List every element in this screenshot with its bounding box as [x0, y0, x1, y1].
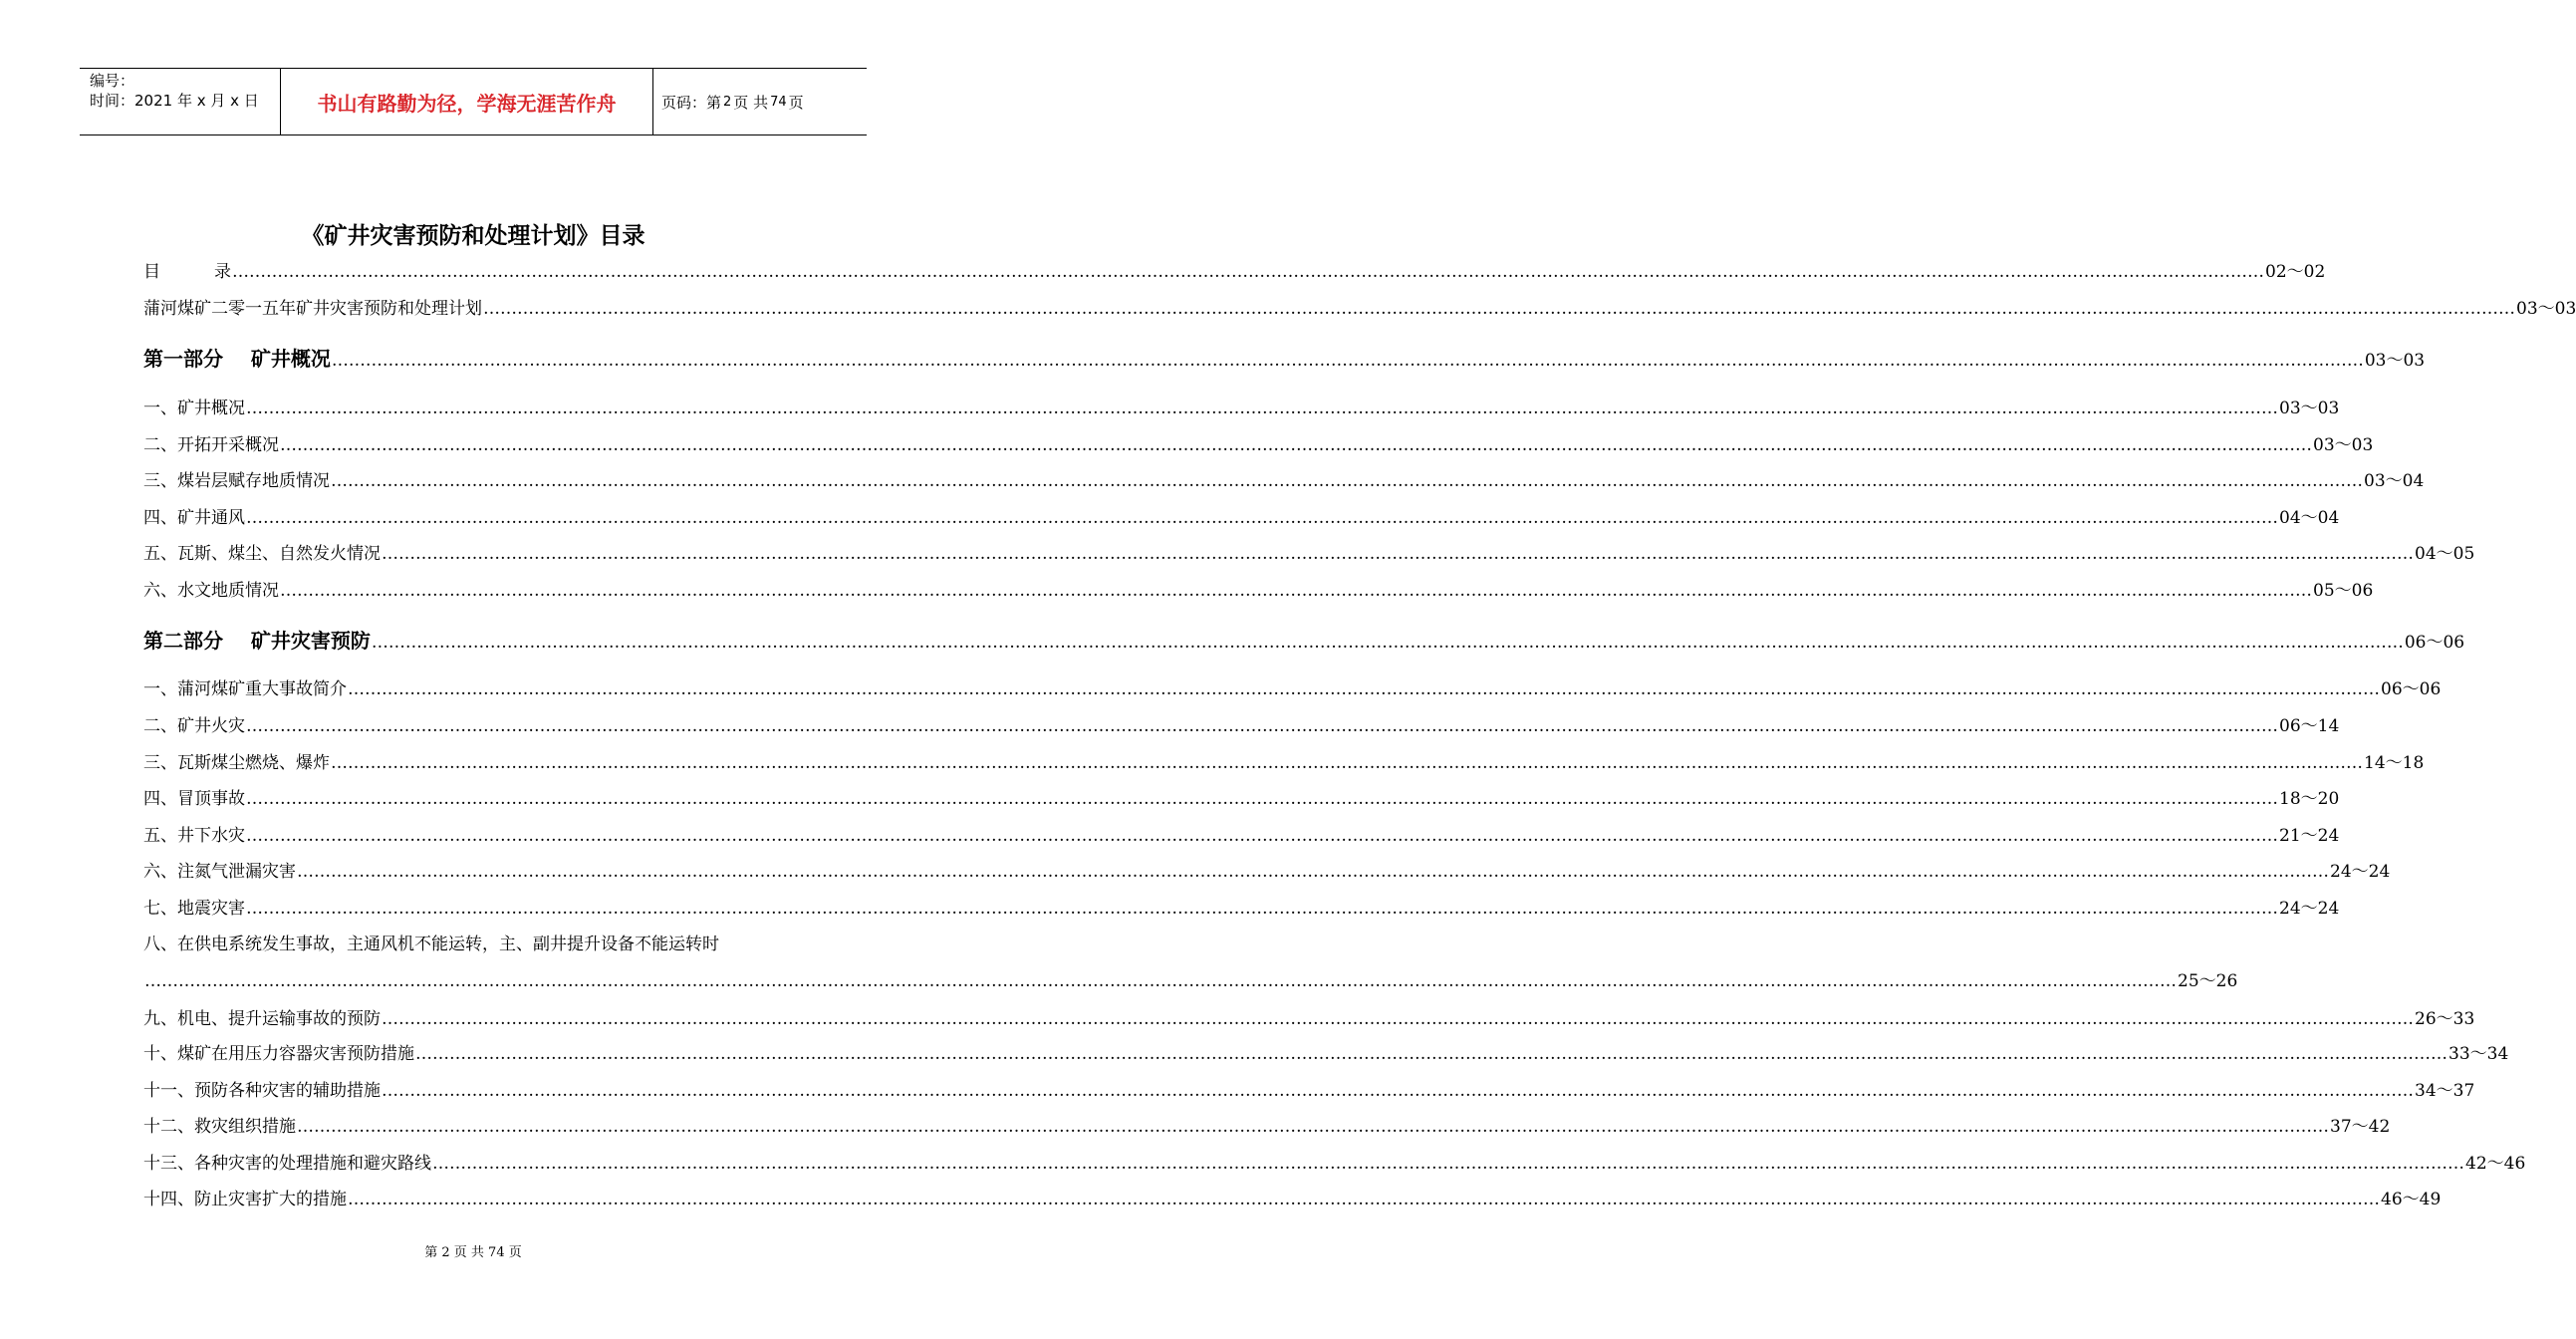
toc-entry-pages: 18～20 — [2279, 789, 2340, 809]
toc-entry-label: 第二部分 矿井灾害预防 — [143, 629, 371, 653]
page-footer: 第 2 页 共 74 页 — [424, 1245, 522, 1260]
toc-entry-label: 四、冒顶事故 — [143, 789, 245, 809]
toc-entry-label: 六、水文地质情况 — [143, 581, 279, 601]
toc-entry-pages: 34～37 — [2415, 1081, 2475, 1101]
header-page-info — [653, 69, 867, 134]
document-title: 《矿井灾害预防和处理计划》目录 — [301, 223, 645, 249]
toc-entry-pages: 33～34 — [2448, 1044, 2509, 1064]
toc-part-heading — [143, 625, 2465, 654]
page-prefix: 页码：第 — [661, 93, 722, 112]
toc-entry — [143, 821, 2340, 846]
toc-entry-pages: 03～03 — [2364, 351, 2426, 371]
toc-entry — [143, 294, 2576, 319]
toc-entry-label: 二、矿井火灾 — [143, 716, 245, 736]
toc-entry — [143, 1149, 2526, 1174]
toc-entry-label: 五、瓦斯、煤尘、自然发火情况 — [143, 544, 381, 564]
toc-leader-dots: ……………………………………………………………………………………………………………………………………………………………………………………………………………………………………………………………………………………………………………………………… — [246, 899, 2278, 919]
toc-leader-dots: ……………………………………………………………………………………………………………………………………………………………………………………………………………………………………………………………………………………………………………………………… — [432, 1154, 2464, 1174]
toc-entry-pages: 37～42 — [2330, 1117, 2391, 1137]
toc-entry — [143, 576, 2374, 601]
toc-entry-label: 四、矿井通风 — [143, 508, 245, 528]
toc-entry-pages: 06～14 — [2279, 716, 2340, 736]
toc-entry-label: 十三、各种灾害的处理措施和避灾路线 — [143, 1154, 431, 1174]
toc-entry-label: 九、机电、提升运输事故的预防 — [143, 1009, 381, 1029]
page-current: 2 — [723, 94, 732, 110]
toc-entry-pages: 06～06 — [2404, 633, 2465, 653]
toc-entry — [143, 257, 2326, 282]
toc-entry — [143, 503, 2340, 528]
toc-entry-label: 十、煤矿在用压力容器灾害预防措施 — [143, 1044, 414, 1064]
toc-entry-pages: 03～04 — [2364, 471, 2425, 491]
toc-entry-label: 一、矿井概况 — [143, 399, 245, 418]
toc-entry — [143, 930, 719, 954]
toc-entry — [143, 674, 2442, 699]
toc-part-heading — [143, 343, 2426, 372]
toc-entry-label: 第一部分 矿井概况 — [143, 347, 331, 371]
toc-leader-dots: ……………………………………………………………………………………………………………………………………………………………………………………………………………………………………………………………………………………………………………………………… — [331, 753, 2363, 773]
toc-entry-pages: 14～18 — [2364, 753, 2425, 773]
toc-entry-pages: 24～24 — [2279, 899, 2340, 919]
toc-entry-pages: 25～26 — [2178, 971, 2238, 991]
header-motto: 书山有路勤为径，学海无涯苦作舟 — [281, 69, 653, 134]
toc-entry — [143, 1039, 2509, 1064]
toc-entry — [143, 711, 2340, 736]
toc-entry — [143, 1076, 2475, 1101]
toc-entry-label: 八、在供电系统发生事故，主通风机不能运转，主、副井提升设备不能运转时 — [143, 935, 719, 954]
toc-leader-dots: ……………………………………………………………………………………………………………………………………………………………………………………………………………………………………………………………………………………………………………………………… — [382, 1081, 2414, 1101]
toc-entry — [143, 748, 2425, 773]
toc-leader-dots: ……………………………………………………………………………………………………………………………………………………………………………………………………………………………………………………………………………………………………………………………… — [382, 1009, 2414, 1029]
page-header — [80, 68, 867, 135]
toc-leader-dots: ……………………………………………………………………………………………………………………………………………………………………………………………………………………………………………………………………………………………………………………………… — [415, 1044, 2447, 1064]
toc-leader-dots: ……………………………………………………………………………………………………………………………………………………………………………………………………………………………………………………………………………………………………………………………… — [331, 351, 2364, 371]
toc-entry-label: 蒲河煤矿二零一五年矿井灾害预防和处理计划 — [143, 299, 482, 319]
toc-leader-dots: ……………………………………………………………………………………………………………………………………………………………………………………………………………………………………………………………………………………………………………………………… — [246, 716, 2278, 736]
toc-leader-dots: ……………………………………………………………………………………………………………………………………………………………………………………………………………………………………………………………………………………………………………………………… — [246, 826, 2278, 846]
toc-entry-label: 十二、救灾组织措施 — [143, 1117, 296, 1137]
toc-entry — [143, 894, 2340, 919]
toc-leader-dots: ……………………………………………………………………………………………………………………………………………………………………………………………………………………………………………………………………………………………………………………………… — [382, 544, 2414, 564]
toc-leader-dots: ……………………………………………………………………………………………………………………………………………………………………………………………………………………………………………………………………………………………………………………………… — [280, 435, 2312, 455]
toc-entry — [143, 430, 2374, 455]
toc-entry — [143, 857, 2391, 882]
toc-entry-pages: 24～24 — [2330, 862, 2391, 882]
toc-entry-pages: 03～03 — [2516, 299, 2576, 319]
toc-entry-label: 三、瓦斯煤尘燃烧、爆炸 — [143, 753, 330, 773]
toc-entry-pages: 46～49 — [2381, 1190, 2442, 1209]
toc-entry-label: 十一、预防各种灾害的辅助措施 — [143, 1081, 381, 1101]
toc-entry — [143, 966, 2238, 991]
toc-entry — [143, 784, 2340, 809]
page-mid: 页 共 — [733, 93, 769, 112]
toc-entry — [143, 466, 2425, 491]
toc-leader-dots: ……………………………………………………………………………………………………………………………………………………………………………………………………………………………………………………………………………………………………………………………… — [246, 399, 2278, 418]
toc-leader-dots: ……………………………………………………………………………………………………………………………………………………………………………………………………………………………………………………………………………………………………………………………… — [331, 471, 2363, 491]
toc-leader-dots: ……………………………………………………………………………………………………………………………………………………………………………………………………………………………………………………………………………………………………………………………… — [280, 581, 2312, 601]
toc-leader-dots: ……………………………………………………………………………………………………………………………………………………………………………………………………………………………………………………………………………………………………………………………… — [246, 508, 2278, 528]
page-suffix: 页 — [788, 93, 804, 112]
toc-leader-dots: ……………………………………………………………………………………………………………………………………………………………………………………………………………………………………………………………………………………………………………………………… — [297, 1117, 2329, 1137]
toc-entry — [143, 1004, 2475, 1029]
toc-entry-label: 三、煤岩层赋存地质情况 — [143, 471, 330, 491]
toc-leader-dots: ……………………………………………………………………………………………………………………………………………………………………………………………………………………………………………………………………………………………………………………………… — [348, 1190, 2380, 1209]
toc-entry-pages: 06～06 — [2381, 679, 2442, 699]
toc-leader-dots: ……………………………………………………………………………………………………………………………………………………………………………………………………………………………………………………………………………………………………………………………… — [483, 299, 2515, 319]
toc-entry-pages: 42～46 — [2465, 1154, 2526, 1174]
toc-entry-label: 六、注氮气泄漏灾害 — [143, 862, 296, 882]
toc-entry-pages: 03～03 — [2279, 399, 2340, 418]
toc-entry — [143, 539, 2475, 564]
toc-entry-label: 二、开拓开采概况 — [143, 435, 279, 455]
toc-entry-pages: 04～04 — [2279, 508, 2340, 528]
toc-entry-pages: 02～02 — [2265, 262, 2326, 282]
toc-entry-label: 目 录 — [143, 262, 232, 282]
toc-entry-pages: 04～05 — [2415, 544, 2475, 564]
toc-entry-label: 一、蒲河煤矿重大事故简介 — [143, 679, 347, 699]
toc-entry-label: 十四、防止灾害扩大的措施 — [143, 1190, 347, 1209]
toc-entry-label: 七、地震灾害 — [143, 899, 245, 919]
toc-entry — [143, 1185, 2442, 1209]
toc-entry — [143, 394, 2340, 418]
document-number: 编号： — [90, 72, 135, 90]
toc-entry-label: 五、井下水灾 — [143, 826, 245, 846]
toc-entry-pages: 03～03 — [2313, 435, 2374, 455]
toc-leader-dots: ……………………………………………………………………………………………………………………………………………………………………………………………………………………………………………………………………………………………………………………………… — [297, 862, 2329, 882]
header-meta — [80, 69, 281, 134]
toc-entry-pages: 26～33 — [2415, 1009, 2475, 1029]
toc-leader-dots: ……………………………………………………………………………………………………………………………………………………………………………………………………………………………………………………………………………………………………………………………… — [348, 679, 2380, 699]
toc-entry — [143, 1112, 2391, 1137]
toc-leader-dots: ……………………………………………………………………………………………………………………………………………………………………………………………………………………………………………………………………………………………………………………………… — [144, 971, 2177, 991]
page-total: 74 — [770, 94, 787, 110]
toc-entry-pages: 21～24 — [2279, 826, 2340, 846]
toc-leader-dots: ……………………………………………………………………………………………………………………………………………………………………………………………………………………………………………………………………………………………………………………………… — [371, 633, 2404, 653]
toc-leader-dots: ……………………………………………………………………………………………………………………………………………………………………………………………………………………………………………………………………………………………………………………………… — [232, 262, 2265, 282]
toc-entry-pages: 05～06 — [2313, 581, 2374, 601]
toc-leader-dots: ……………………………………………………………………………………………………………………………………………………………………………………………………………………………………………………………………………………………………………………………… — [246, 789, 2278, 809]
document-time: 时间：2021 年 x 月 x 日 — [90, 92, 259, 110]
